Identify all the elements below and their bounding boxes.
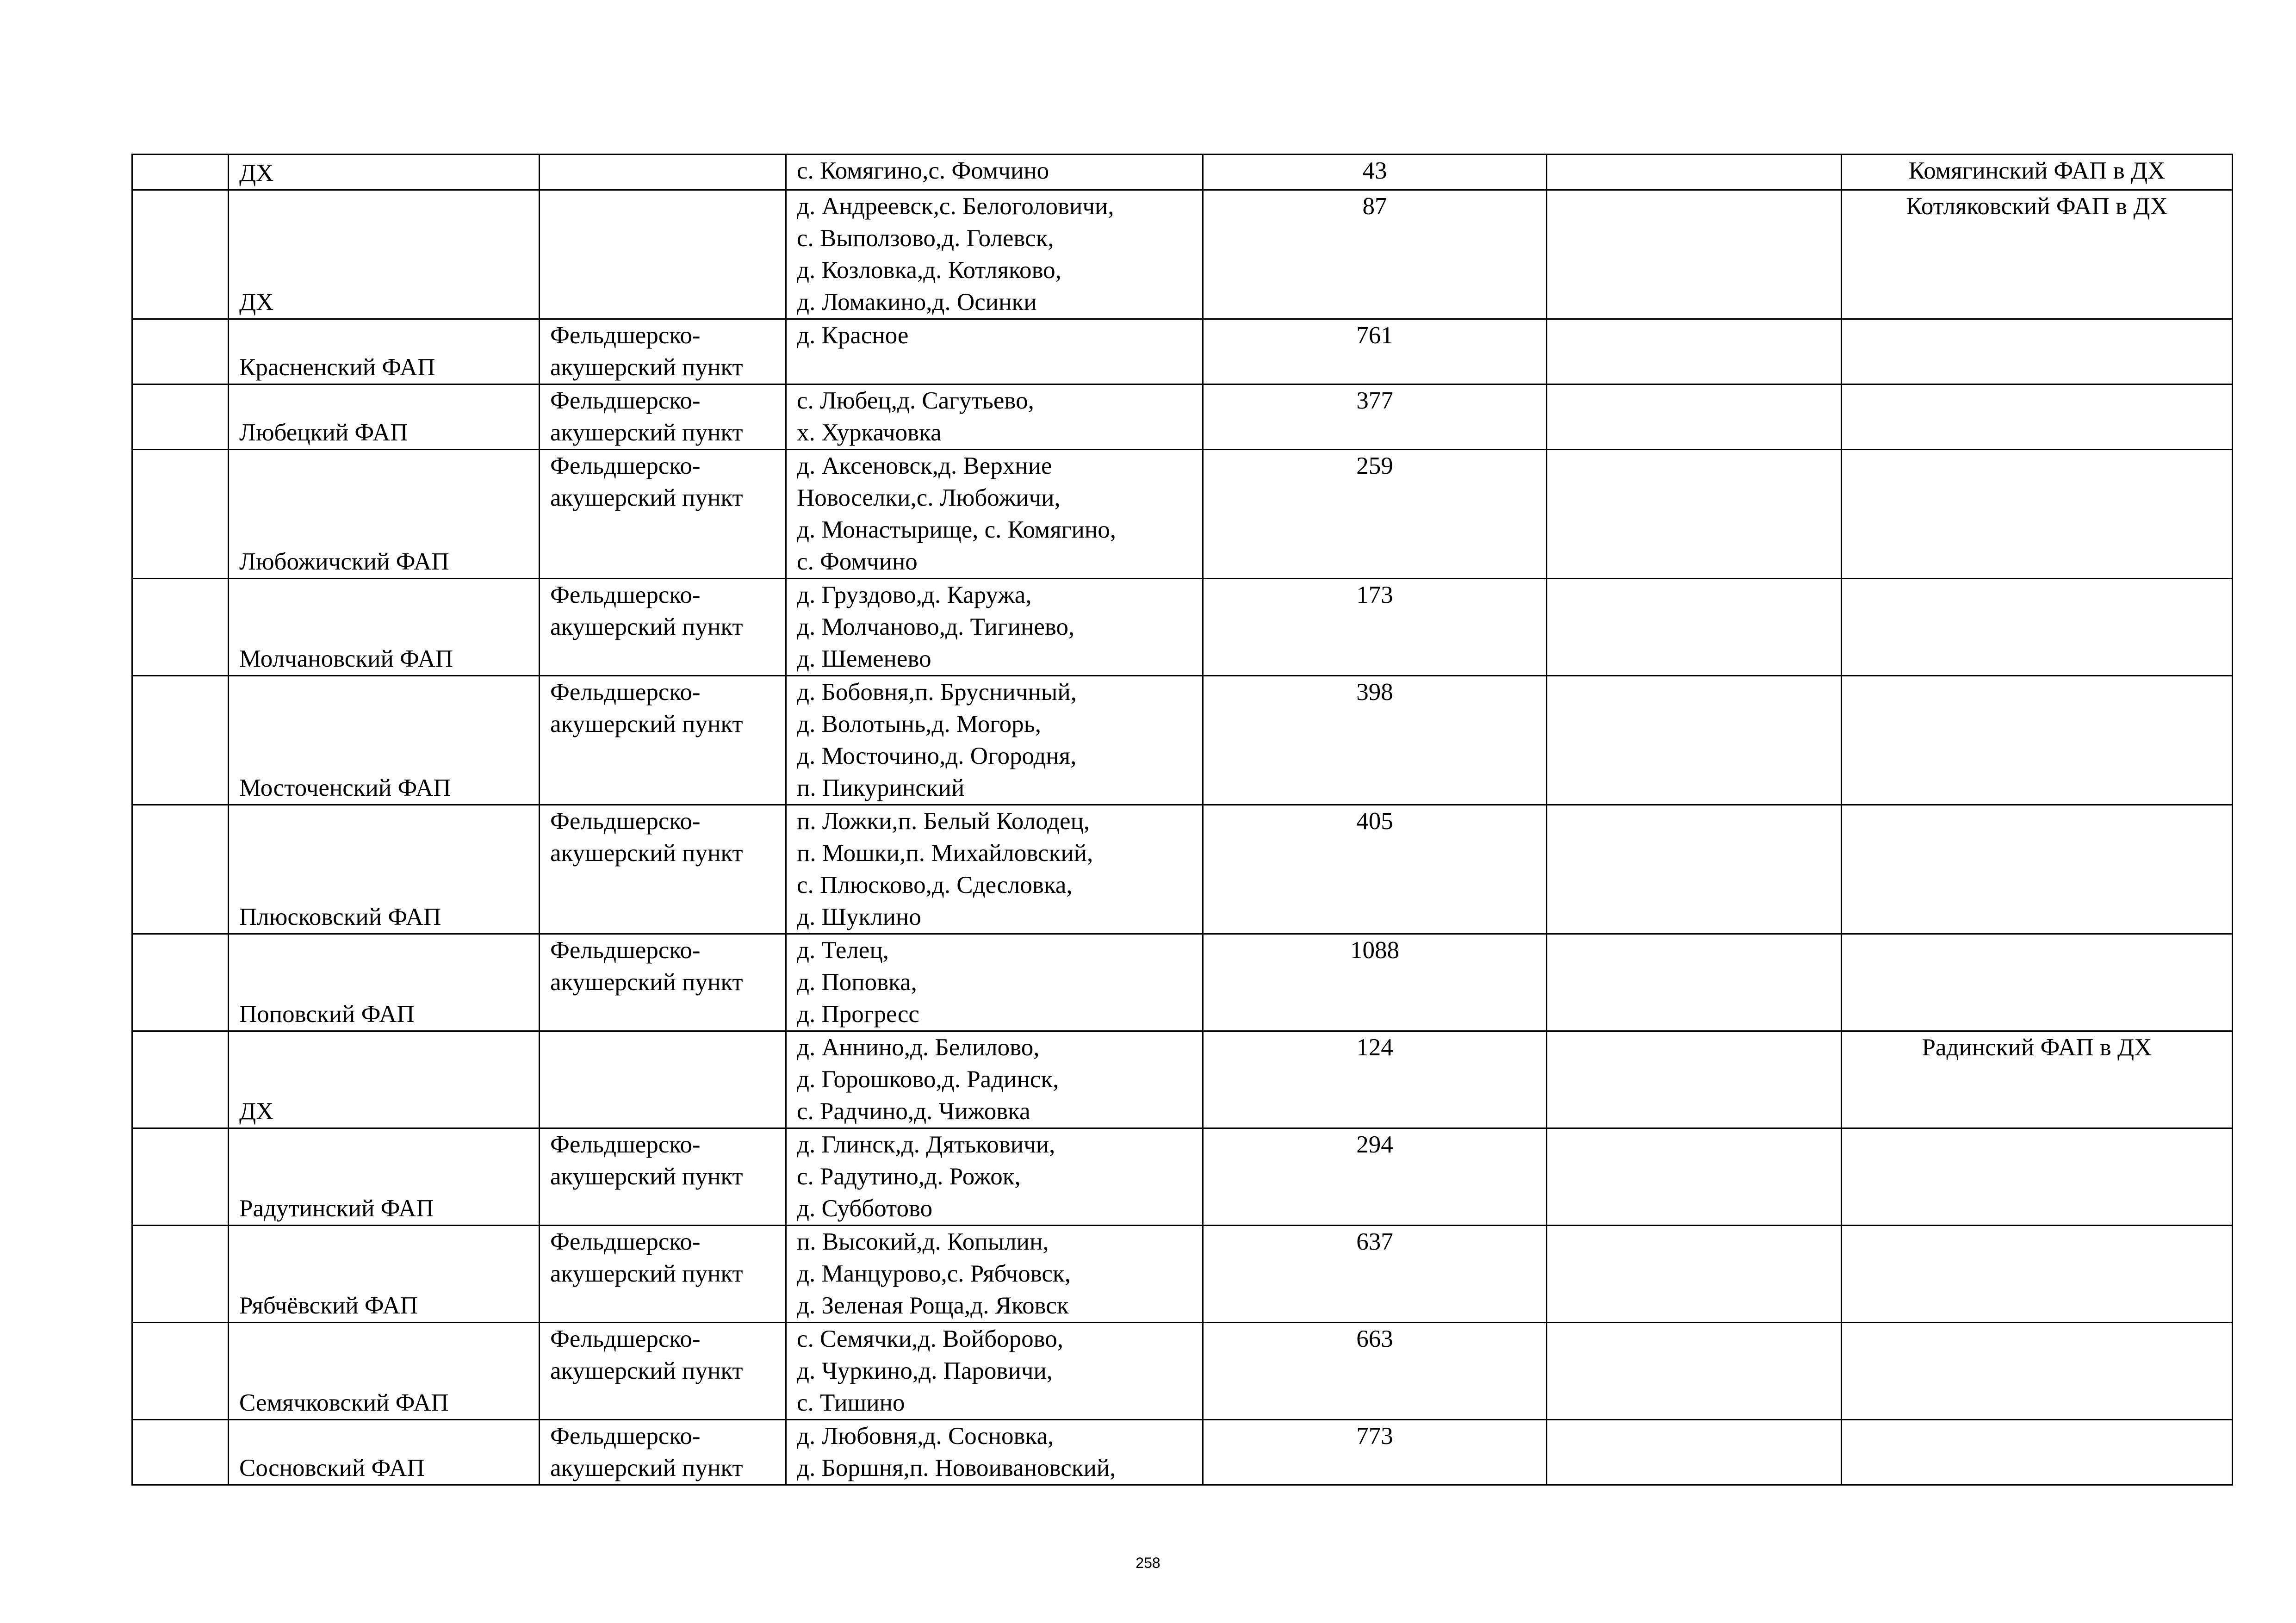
facility-type-line: Фельдшерско- [550, 937, 701, 964]
facility-name-cell [229, 1420, 540, 1485]
facility-type-line: акушерский пункт [550, 711, 743, 737]
facility-name: Молчановский ФАП [239, 645, 453, 672]
locality-line: д. Мосточино,д. Огородня, [797, 743, 1077, 769]
table-row [132, 676, 2233, 805]
locality-line: с. Тишино [797, 1389, 905, 1416]
population-cell [1203, 1226, 1547, 1323]
facility-type-line: Фельдшерско- [550, 322, 701, 349]
locality-line: д. Монастырище, с. Комягино, [797, 516, 1117, 543]
facility-type-line: акушерский пункт [550, 354, 743, 381]
empty-cell [1547, 319, 1842, 384]
facility-type-cell [540, 1323, 786, 1420]
note-cell [1842, 676, 2233, 805]
empty-cell [1547, 676, 1842, 805]
facility-name-cell [229, 1031, 540, 1128]
table-row [132, 1128, 2233, 1226]
facility-name-cell [229, 805, 540, 934]
note-cell [1842, 934, 2233, 1031]
table-row [132, 450, 2233, 579]
note-cell [1842, 450, 2233, 579]
number-cell [132, 676, 229, 805]
locality-line: с. Фомчино [797, 548, 918, 575]
locality-line: д. Ломакино,д. Осинки [797, 289, 1037, 316]
population-cell [1203, 934, 1547, 1031]
facility-name: Семячковский ФАП [239, 1389, 449, 1416]
locality-line: п. Высокий,д. Копылин, [797, 1228, 1049, 1255]
locality-line: д. Бобовня,п. Брусничный, [797, 679, 1077, 706]
population-cell [1203, 190, 1547, 319]
facility-type-line: Фельдшерско- [550, 1131, 701, 1158]
locality-line: д. Боршня,п. Новоивановский, [797, 1455, 1116, 1481]
empty-cell [1547, 579, 1842, 676]
facility-name-cell [229, 319, 540, 384]
population-value: 377 [1356, 387, 1393, 414]
locality-line: д. Любовня,д. Сосновка, [797, 1423, 1054, 1450]
facility-name: Плюсковский ФАП [239, 904, 441, 930]
facility-name: Любожичский ФАП [239, 548, 449, 575]
locality-line: с. Плюсково,д. Сдесловка, [797, 872, 1073, 898]
localities-cell [786, 805, 1203, 934]
empty-cell [1547, 155, 1842, 190]
population-value: 663 [1356, 1326, 1393, 1352]
locality-line: Новоселки,с. Любожичи, [797, 484, 1061, 511]
table-body [132, 155, 2233, 1485]
facility-name: ДХ [239, 1098, 274, 1125]
facility-type-line: акушерский пункт [550, 1163, 743, 1190]
number-cell [132, 1323, 229, 1420]
note-cell [1842, 155, 2233, 190]
number-cell [132, 319, 229, 384]
population-cell [1203, 579, 1547, 676]
table-row [132, 319, 2233, 384]
facility-name-cell [229, 676, 540, 805]
locality-line: х. Хуркачовка [797, 419, 942, 446]
localities-cell [786, 155, 1203, 190]
population-value: 43 [1362, 157, 1387, 184]
facilities-table [131, 154, 2233, 1486]
locality-line: д. Аксеновск,д. Верхние [797, 452, 1052, 479]
locality-line: д. Красное [797, 322, 909, 349]
facility-type-cell [540, 1128, 786, 1226]
localities-cell [786, 676, 1203, 805]
facility-name: ДХ [239, 289, 274, 316]
population-value: 761 [1356, 322, 1393, 349]
population-value: 294 [1356, 1131, 1393, 1158]
table-row [132, 190, 2233, 319]
number-cell [132, 384, 229, 450]
empty-cell [1547, 934, 1842, 1031]
facility-type-cell [540, 319, 786, 384]
facility-type-line: Фельдшерско- [550, 1228, 701, 1255]
number-cell [132, 155, 229, 190]
locality-line: с. Любец,д. Сагутьево, [797, 387, 1034, 414]
note-cell [1842, 1031, 2233, 1128]
population-value: 87 [1362, 193, 1387, 220]
locality-line: д. Манцурово,с. Рябчовск, [797, 1260, 1071, 1287]
facility-type-line: акушерский пункт [550, 969, 743, 996]
population-value: 405 [1356, 808, 1393, 835]
facility-type-cell [540, 190, 786, 319]
facility-name-cell [229, 155, 540, 190]
number-cell [132, 579, 229, 676]
facility-type-line: Фельдшерско- [550, 1326, 701, 1352]
locality-line: д. Глинск,д. Дятьковичи, [797, 1131, 1055, 1158]
locality-line: д. Аннино,д. Белилово, [797, 1034, 1040, 1061]
population-cell [1203, 319, 1547, 384]
locality-line: д. Шеменево [797, 645, 931, 672]
facility-type-cell [540, 384, 786, 450]
facility-type-line: Фельдшерско- [550, 582, 701, 608]
population-value: 124 [1356, 1034, 1393, 1061]
note-cell [1842, 1226, 2233, 1323]
table-row [132, 155, 2233, 190]
note-cell [1842, 805, 2233, 934]
table-row [132, 934, 2233, 1031]
empty-cell [1547, 805, 1842, 934]
facility-name-cell [229, 450, 540, 579]
table-row [132, 1323, 2233, 1420]
empty-cell [1547, 1226, 1842, 1323]
facility-type-cell [540, 579, 786, 676]
table-row [132, 805, 2233, 934]
note-cell [1842, 1128, 2233, 1226]
note-cell [1842, 579, 2233, 676]
facility-name-cell [229, 579, 540, 676]
facility-name: Сосновский ФАП [239, 1455, 425, 1481]
facility-type-line: Фельдшерско- [550, 679, 701, 706]
population-cell [1203, 1128, 1547, 1226]
facility-name: Рябчёвский ФАП [239, 1292, 418, 1319]
number-cell [132, 190, 229, 319]
facility-type-line: акушерский пункт [550, 613, 743, 640]
facility-type-line: акушерский пункт [550, 840, 743, 867]
facility-type-cell [540, 805, 786, 934]
population-value: 173 [1356, 582, 1393, 608]
empty-cell [1547, 1323, 1842, 1420]
population-value: 259 [1356, 452, 1393, 479]
facility-type-line: акушерский пункт [550, 1455, 743, 1481]
table-row [132, 1031, 2233, 1128]
empty-cell [1547, 190, 1842, 319]
locality-line: с. Комягино,с. Фомчино [797, 157, 1049, 184]
population-value: 637 [1356, 1228, 1393, 1255]
population-cell [1203, 450, 1547, 579]
facility-name: Любецкий ФАП [239, 419, 408, 446]
locality-line: с. Радчино,д. Чижовка [797, 1098, 1030, 1125]
facility-type-cell [540, 450, 786, 579]
note-cell [1842, 190, 2233, 319]
locality-line: п. Мошки,п. Михайловский, [797, 840, 1093, 867]
locality-line: с. Радутино,д. Рожок, [797, 1163, 1021, 1190]
population-value: 773 [1356, 1423, 1393, 1450]
facility-type-cell [540, 1226, 786, 1323]
locality-line: д. Поповка, [797, 969, 917, 996]
note-cell [1842, 384, 2233, 450]
table-row [132, 384, 2233, 450]
empty-cell [1547, 384, 1842, 450]
number-cell [132, 1031, 229, 1128]
population-value: 1088 [1350, 937, 1399, 964]
facility-type-line: Фельдшерско- [550, 808, 701, 835]
locality-line: д. Волотынь,д. Могорь, [797, 711, 1042, 737]
facility-type-cell [540, 1031, 786, 1128]
facility-name-cell [229, 190, 540, 319]
empty-cell [1547, 450, 1842, 579]
localities-cell [786, 1031, 1203, 1128]
facility-type-line: акушерский пункт [550, 1357, 743, 1384]
facility-type-cell [540, 934, 786, 1031]
localities-cell [786, 384, 1203, 450]
facility-type-cell [540, 676, 786, 805]
facility-name-cell [229, 934, 540, 1031]
locality-line: д. Чуркино,д. Паровичи, [797, 1357, 1053, 1384]
localities-cell [786, 579, 1203, 676]
facility-name: Мосточенский ФАП [239, 774, 451, 801]
empty-cell [1547, 1031, 1842, 1128]
facility-name: Поповский ФАП [239, 1001, 415, 1028]
facility-type-line: Фельдшерско- [550, 1423, 701, 1450]
facility-name-cell [229, 1128, 540, 1226]
note-cell [1842, 1420, 2233, 1485]
localities-cell [786, 1128, 1203, 1226]
locality-line: д. Шуклино [797, 904, 921, 930]
table-row [132, 1420, 2233, 1485]
locality-line: д. Козловка,д. Котляково, [797, 257, 1061, 284]
facility-name-cell [229, 1226, 540, 1323]
population-cell [1203, 676, 1547, 805]
locality-line: п. Ложки,п. Белый Колодец, [797, 808, 1090, 835]
facility-name: Радутинский ФАП [239, 1195, 434, 1222]
locality-line: с. Выползово,д. Голевск, [797, 225, 1054, 252]
locality-line: д. Груздово,д. Каружа, [797, 582, 1032, 608]
locality-line: с. Семячки,д. Войборово, [797, 1326, 1064, 1352]
note-cell [1842, 1323, 2233, 1420]
localities-cell [786, 1226, 1203, 1323]
locality-line: д. Прогресс [797, 1001, 919, 1028]
locality-line: д. Зеленая Роща,д. Яковск [797, 1292, 1069, 1319]
localities-cell [786, 319, 1203, 384]
number-cell [132, 934, 229, 1031]
facility-type-line: акушерский пункт [550, 1260, 743, 1287]
localities-cell [786, 190, 1203, 319]
population-cell [1203, 1323, 1547, 1420]
empty-cell [1547, 1420, 1842, 1485]
locality-line: п. Пикуринский [797, 774, 965, 801]
population-cell [1203, 1031, 1547, 1128]
locality-line: д. Горошково,д. Радинск, [797, 1066, 1059, 1093]
facility-type-line: акушерский пункт [550, 419, 743, 446]
page-number: 258 [1136, 1555, 1160, 1571]
localities-cell [786, 1323, 1203, 1420]
number-cell [132, 805, 229, 934]
population-cell [1203, 384, 1547, 450]
facility-name: Красненский ФАП [239, 354, 435, 381]
facility-type-line: акушерский пункт [550, 484, 743, 511]
note-text: Комягинский ФАП в ДХ [1908, 157, 2166, 184]
facility-name: ДХ [239, 160, 274, 186]
empty-cell [1547, 1128, 1842, 1226]
facility-type-cell [540, 1420, 786, 1485]
facility-name-cell [229, 384, 540, 450]
locality-line: д. Андреевск,с. Белоголовичи, [797, 193, 1114, 220]
number-cell [132, 1226, 229, 1323]
table-row [132, 1226, 2233, 1323]
population-cell [1203, 805, 1547, 934]
number-cell [132, 1420, 229, 1485]
table-row [132, 579, 2233, 676]
number-cell [132, 450, 229, 579]
note-text: Радинский ФАП в ДХ [1922, 1034, 2152, 1061]
facility-type-line: Фельдшерско- [550, 452, 701, 479]
facility-type-line: Фельдшерско- [550, 387, 701, 414]
locality-line: д. Молчаново,д. Тигинево, [797, 613, 1075, 640]
number-cell [132, 1128, 229, 1226]
population-value: 398 [1356, 679, 1393, 706]
population-cell [1203, 1420, 1547, 1485]
localities-cell [786, 1420, 1203, 1485]
note-cell [1842, 319, 2233, 384]
note-text: Котляковский ФАП в ДХ [1906, 193, 2168, 220]
localities-cell [786, 450, 1203, 579]
facility-name-cell [229, 1323, 540, 1420]
localities-cell [786, 934, 1203, 1031]
locality-line: д. Субботово [797, 1195, 933, 1222]
population-cell [1203, 155, 1547, 190]
facility-type-cell [540, 155, 786, 190]
locality-line: д. Телец, [797, 937, 889, 964]
